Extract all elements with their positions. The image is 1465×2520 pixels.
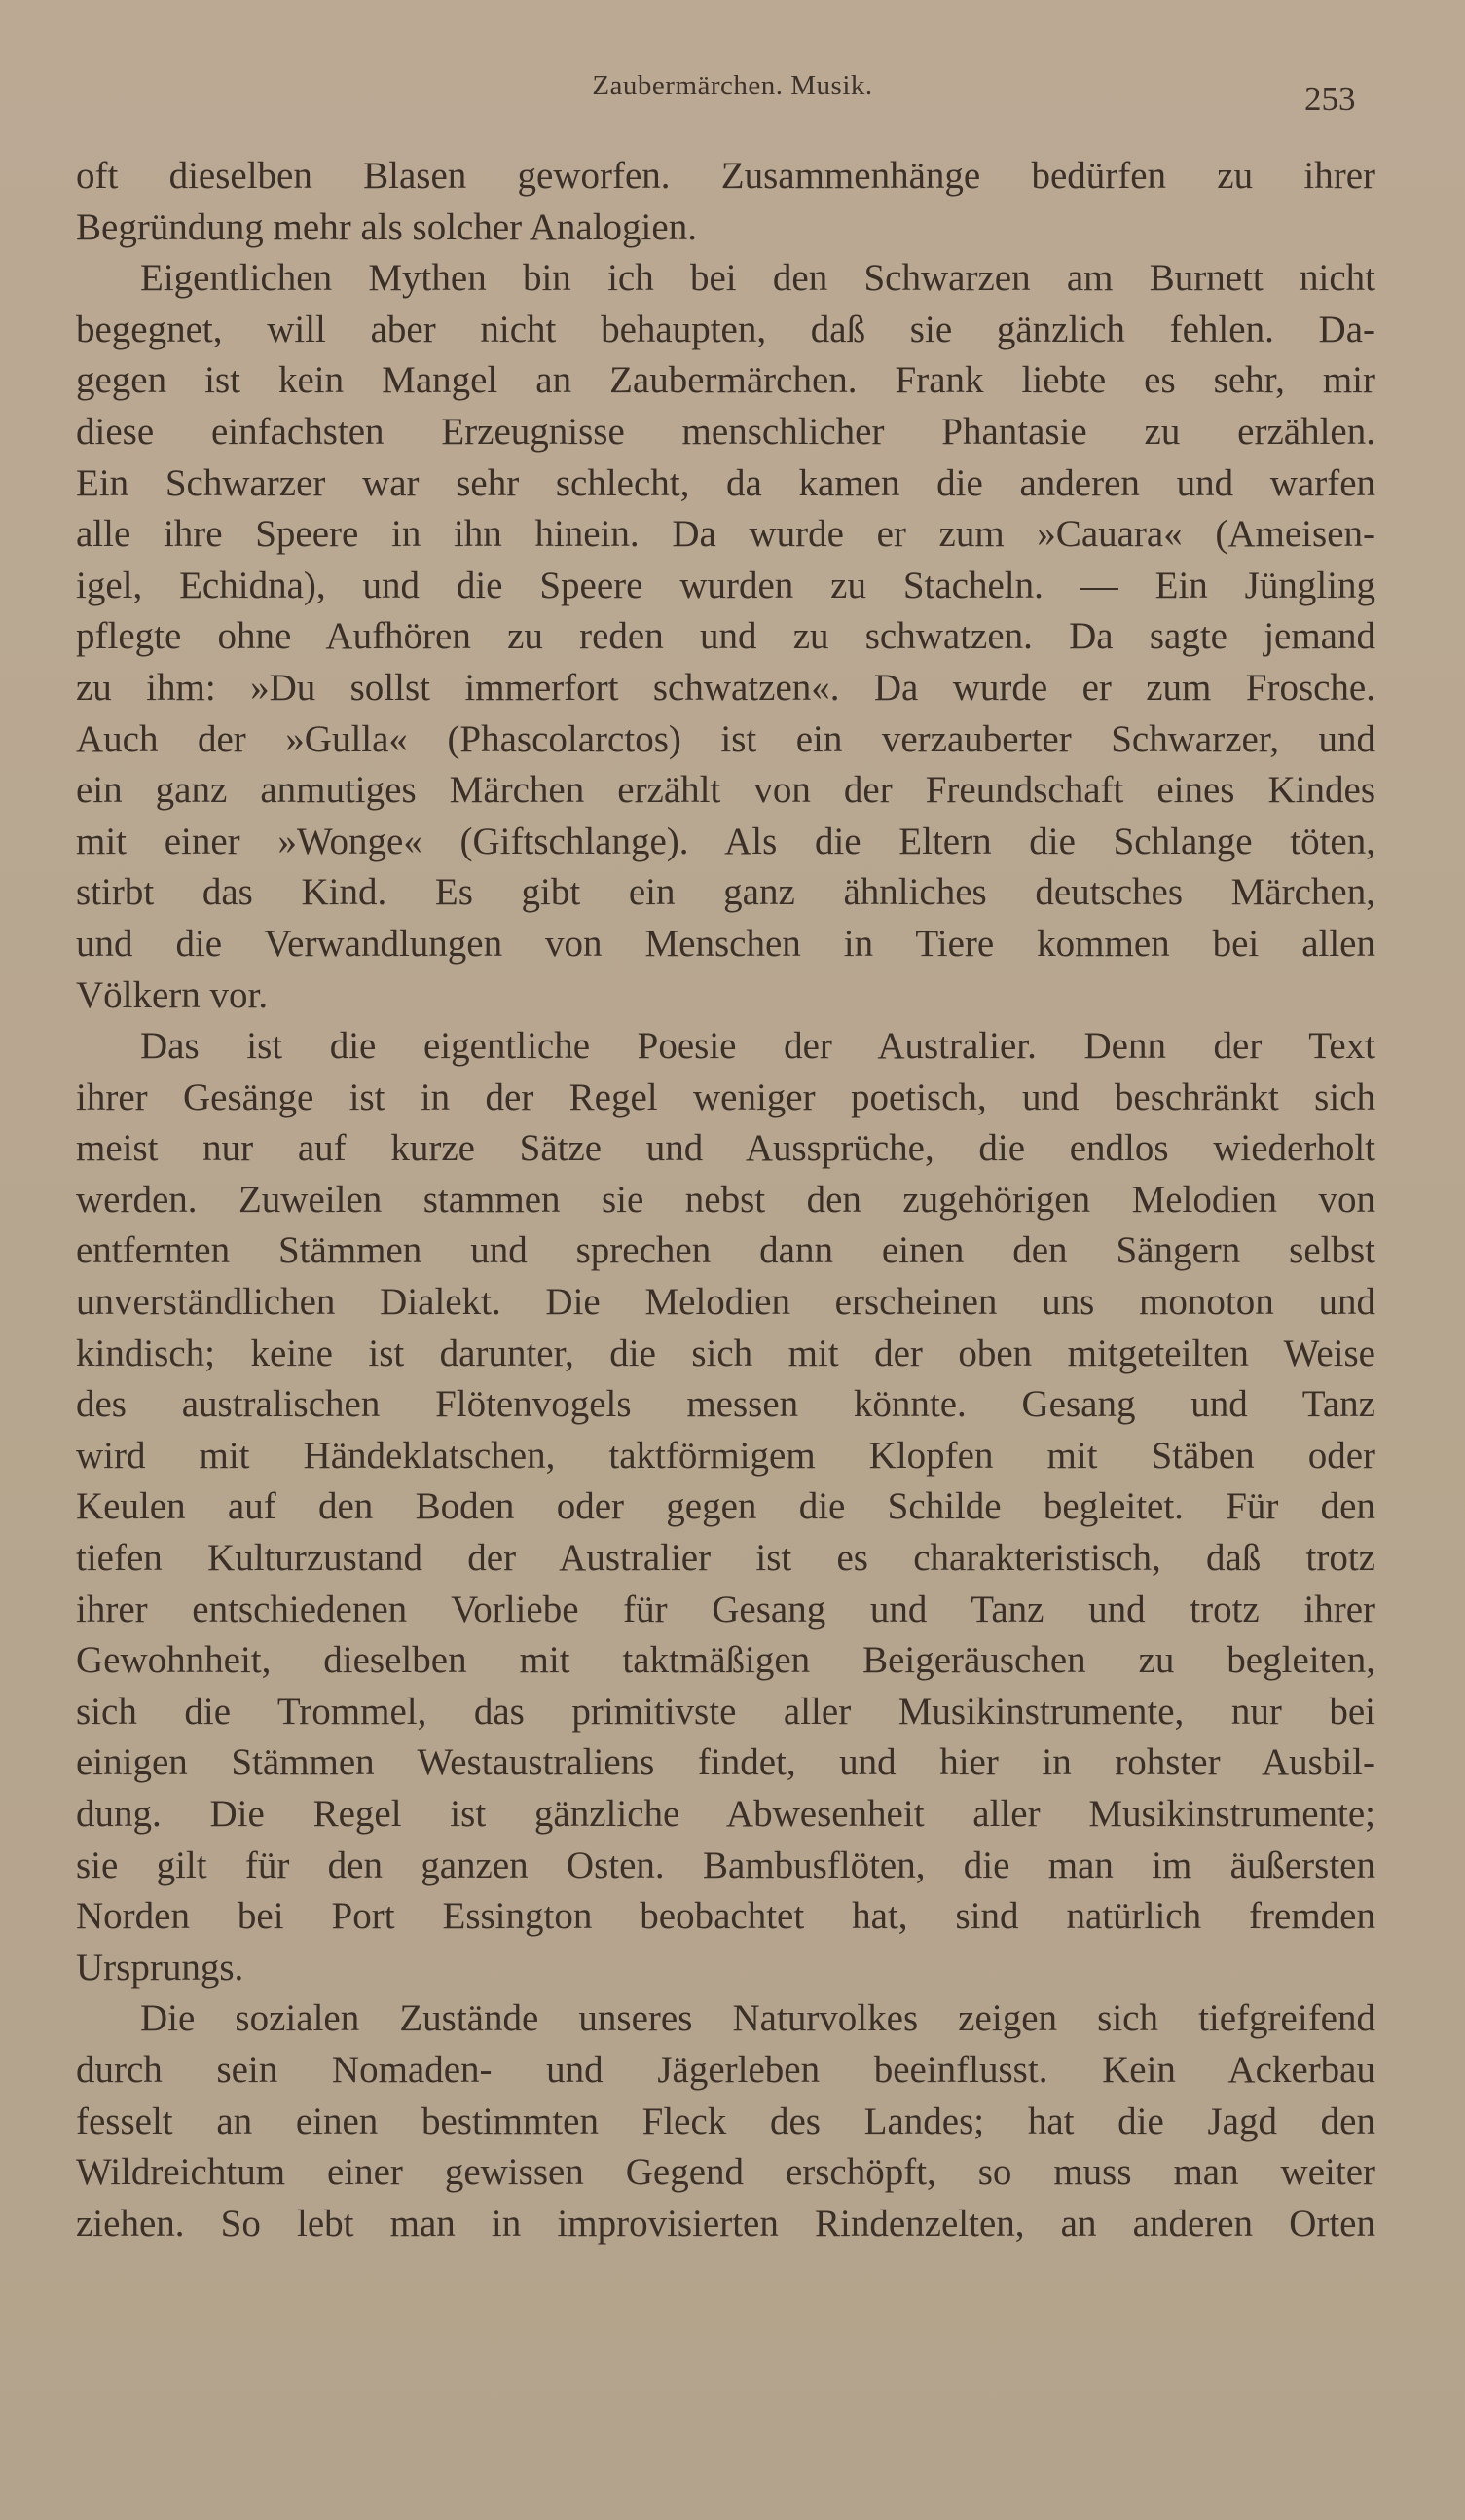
text-line: diese einfachsten Erzeugnisse menschlicher Phantasie zu erzählen. bbox=[76, 410, 1375, 453]
text-line: unverständlichen Dialekt. Die Melodien erscheinen uns monoton und bbox=[76, 1281, 1375, 1324]
text-line: kindisch; keine ist darunter, die sich mit der oben mitgeteilten Weise bbox=[76, 1332, 1375, 1374]
text-line: mit einer »Wonge« (Giftschlange). Als die Eltern die Schlange töten, bbox=[76, 820, 1375, 862]
text-line: Keulen auf den Boden oder gegen die Schilde begleitet. Für den bbox=[76, 1485, 1375, 1528]
text-line: begegnet, will aber nicht behaupten, daß sie gänzlich fehlen. Da- bbox=[76, 308, 1375, 350]
text-line: Gewohnheit, dieselben mit taktmäßigen Beigeräuschen zu begleiten, bbox=[76, 1639, 1375, 1682]
text-line: und die Verwandlungen von Menschen in Tiere kommen bei allen bbox=[76, 922, 1375, 965]
text-line: Ein Schwarzer war sehr schlecht, da kamen die anderen und warfen bbox=[76, 461, 1375, 504]
text-line: ihrer entschiedenen Vorliebe für Gesang und Tanz und trotz ihrer bbox=[76, 1588, 1375, 1630]
running-head: Zaubermärchen. Musik. bbox=[592, 70, 873, 101]
text-line: alle ihre Speere in ihn hinein. Da wurde er zum »Cauara« (Ameisen- bbox=[76, 513, 1375, 556]
text-line: Ursprungs. bbox=[76, 1946, 244, 1989]
text-line: ihrer Gesänge ist in der Regel weniger poetisch, und beschränkt sich bbox=[76, 1076, 1375, 1118]
text-line: Wildreichtum einer gewissen Gegend erschöpft, so muss man weiter bbox=[76, 2151, 1375, 2194]
text-line: ziehen. So lebt man in improvisierten Rindenzelten, an anderen Orten bbox=[76, 2202, 1375, 2245]
text-line: dung. Die Regel ist gänzliche Abwesenheit aller Musikinstrumente; bbox=[76, 1793, 1375, 1835]
text-line: Begründung mehr als solcher Analogien. bbox=[76, 205, 697, 248]
text-line: sie gilt für den ganzen Osten. Bambusflöten, die man im äußersten bbox=[76, 1844, 1375, 1886]
text-line: des australischen Flötenvogels messen könnte. Gesang und Tanz bbox=[76, 1383, 1375, 1426]
text-line: oft dieselben Blasen geworfen. Zusammenhänge bedürfen zu ihrer bbox=[76, 155, 1375, 197]
text-line: Völkern vor. bbox=[76, 973, 269, 1016]
text-line: zu ihm: »Du sollst immerfort schwatzen«. Da wurde er zum Frosche. bbox=[76, 666, 1375, 709]
text-line: Auch der »Gulla« (Phascolarctos) ist ein verzauberter Schwarzer, und bbox=[76, 717, 1375, 760]
text-line: igel, Echidna), und die Speere wurden zu Stacheln. — Ein Jüngling bbox=[76, 564, 1375, 606]
text-line: durch sein Nomaden- und Jägerleben beeinflusst. Kein Ackerbau bbox=[76, 2048, 1375, 2091]
text-line: stirbt das Kind. Es gibt ein ganz ähnliches deutsches Märchen, bbox=[76, 871, 1375, 914]
text-line: werden. Zuweilen stammen sie nebst den zugehörigen Melodien von bbox=[76, 1178, 1375, 1221]
text-line: wird mit Händeklatschen, taktförmigem Klopfen mit Stäben oder bbox=[76, 1434, 1375, 1477]
text-line: Norden bei Port Essington beobachtet hat, sind natürlich fremden bbox=[76, 1895, 1375, 1938]
text-line: gegen ist kein Mangel an Zaubermärchen. Frank liebte es sehr, mir bbox=[76, 359, 1375, 402]
text-line: einigen Stämmen Westaustraliens findet, und hier in rohster Ausbil- bbox=[76, 1741, 1375, 1784]
text-line: ein ganz anmutiges Märchen erzählt von der Freundschaft eines Kindes bbox=[76, 769, 1375, 812]
page-number: 253 bbox=[1304, 80, 1356, 118]
text-line: fesselt an einen bestimmten Fleck des Landes; hat die Jagd den bbox=[76, 2100, 1375, 2142]
text-line: entfernten Stämmen und sprechen dann einen den Sängern selbst bbox=[76, 1229, 1375, 1272]
text-line: Eigentlichen Mythen bin ich bei den Schwarzen am Burnett nicht bbox=[140, 257, 1375, 300]
text-line: Die sozialen Zustände unseres Naturvolkes zeigen sich tiefgreifend bbox=[140, 1997, 1375, 2040]
text-line: Das ist die eigentliche Poesie der Australier. Denn der Text bbox=[140, 1025, 1375, 1068]
body-text bbox=[76, 151, 1375, 2249]
text-line: sich die Trommel, das primitivste aller Musikinstrumente, nur bei bbox=[76, 1690, 1375, 1733]
text-line: tiefen Kulturzustand der Australier ist es charakteristisch, daß trotz bbox=[76, 1537, 1375, 1580]
text-line: pflegte ohne Aufhören zu reden und zu schwatzen. Da sagte jemand bbox=[76, 615, 1375, 658]
text-line: meist nur auf kurze Sätze und Aussprüche, die endlos wiederholt bbox=[76, 1127, 1375, 1170]
